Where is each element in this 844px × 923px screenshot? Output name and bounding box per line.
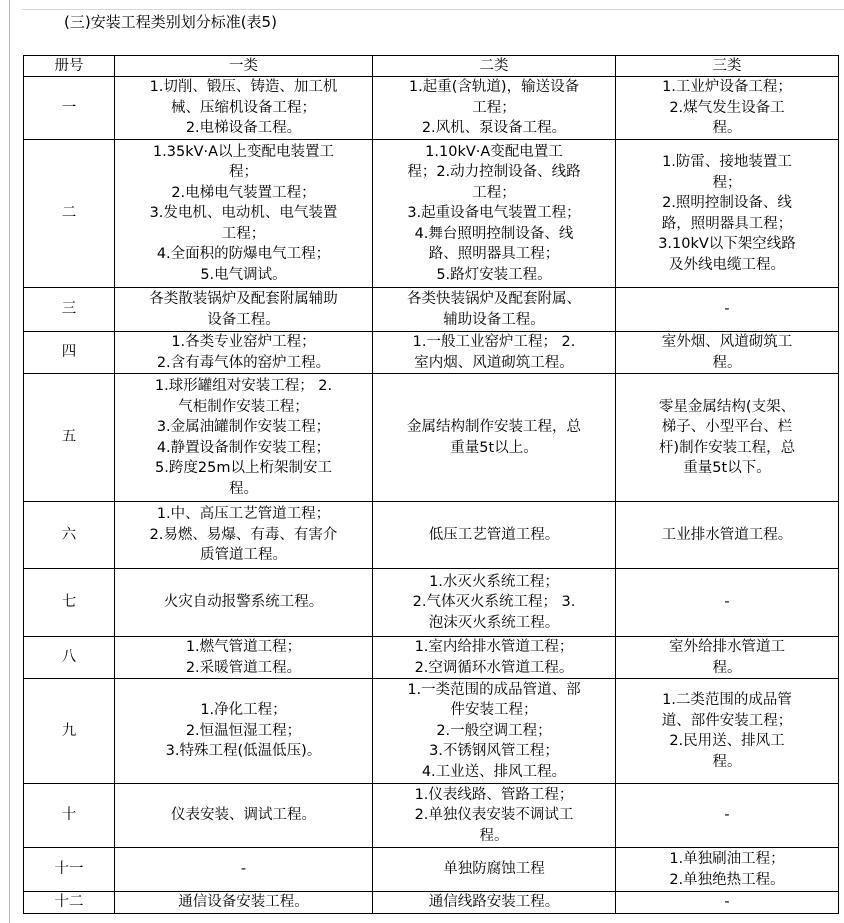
cell-text-line: 1.切削、锻压、铸造、加工机: [149, 79, 338, 96]
cell-text-line: 1.二类范围的成品管: [662, 692, 792, 708]
cell-text-line: 1.室内给排水管道工程；: [414, 639, 574, 655]
class-1-cell: [115, 77, 373, 140]
cell-text-line: 2.单独绝热工程。: [669, 871, 785, 888]
table-row: [24, 784, 839, 848]
cell-text-line: 室内烟、风道砌筑工程。: [414, 354, 574, 371]
header-volume-no: 册号: [24, 56, 115, 77]
class-3-cell: [616, 848, 839, 892]
cell-text-line: 2.恒温恒湿工程；: [185, 722, 302, 739]
cell-text-line: 4.全面积的防爆电气工程；: [156, 246, 331, 263]
class-3-cell: [616, 784, 839, 848]
class-1-cell: [115, 288, 373, 332]
volume-number-cell: 八: [24, 637, 115, 679]
cell-text-line: 室外给排水管道工: [669, 639, 785, 655]
cell-text-line: 通信线路安装工程。: [428, 894, 560, 910]
volume-number-cell: 十一: [24, 848, 115, 892]
class-2-cell: [373, 892, 616, 914]
cell-text-line: 重量5t以下。: [683, 460, 771, 476]
class-3-cell: [616, 679, 839, 784]
header-class-3: 三类: [616, 56, 839, 77]
cell-text-line: 2.电梯设备工程。: [185, 120, 302, 137]
cell-text-line: 工业排水管道工程。: [661, 526, 793, 543]
cell-text-line: -: [724, 301, 730, 318]
table-row: [24, 502, 839, 569]
cell-text-line: 程；: [229, 164, 258, 181]
cell-text-line: 1.一类范围的成品管道、部: [407, 681, 581, 698]
table-caption: (三)安装工程类别划分标准(表5): [64, 13, 277, 31]
table-row: [24, 892, 839, 914]
cell-text-line: 室外烟、风道砌筑工: [661, 334, 793, 350]
class-2-cell: [373, 569, 616, 637]
cell-text-line: 程。: [712, 354, 742, 371]
cell-text-line: 1.工业炉设备工程；: [662, 79, 792, 96]
cell-text-line: 1.各类专业窑炉工程；: [171, 334, 316, 350]
class-1-cell: [115, 892, 373, 914]
cell-text-line: 1.10kV·A变配电置工: [425, 143, 563, 160]
cell-text-line: 3.金属油罐制作安装工程；: [156, 419, 331, 435]
table-row: [24, 140, 839, 288]
cell-text-line: 1.水灭火系统工程；: [429, 573, 559, 590]
header-class-2: 二类: [373, 56, 616, 77]
class-2-cell: [373, 679, 616, 784]
class-1-cell: [115, 784, 373, 848]
class-2-cell: [373, 77, 616, 140]
class-1-cell: [115, 374, 373, 502]
cell-text-line: 2.含有毒气体的窑炉工程。: [156, 354, 331, 371]
cell-text-line: 2.风机、泵设备工程。: [421, 120, 567, 137]
volume-number-cell: 一: [24, 77, 115, 140]
cell-text-line: -: [240, 861, 247, 878]
cell-text-line: 各类散装锅炉及配套附属辅助: [149, 291, 338, 307]
cell-text-line: 3.10kV以下架空线路: [658, 236, 796, 252]
table-row: [24, 848, 839, 892]
cell-text-line: 火灾自动报警系统工程。: [163, 594, 324, 611]
cell-text-line: 1.净化工程；: [200, 702, 287, 719]
cell-text-line: 2.单独仪表安装不调试工: [414, 807, 574, 824]
class-3-cell: [616, 332, 839, 374]
volume-number-cell: 七: [24, 569, 115, 637]
cell-text-line: 程。: [712, 753, 742, 770]
cell-text-line: 工程；: [472, 184, 516, 201]
cell-text-line: 5.电气调试。: [200, 266, 287, 283]
class-2-cell: [373, 637, 616, 679]
cell-text-line: 路，照明器具工程；: [661, 215, 793, 232]
volume-number-cell: 十二: [24, 892, 115, 914]
cell-text-line: 1.中、高压工艺管道工程；: [156, 506, 331, 523]
cell-text-line: 1.球形罐组对安装工程； 2.: [154, 378, 333, 394]
class-3-cell: [616, 637, 839, 679]
class-2-cell: [373, 288, 616, 332]
cell-text-line: 1.单独刷油工程；: [669, 851, 785, 867]
cell-text-line: 零星金属结构(支架、: [658, 398, 796, 415]
class-2-cell: [373, 374, 616, 502]
cell-text-line: 械、压缩机设备工程；: [171, 99, 316, 116]
cell-text-line: -: [724, 594, 730, 611]
cell-text-line: -: [724, 894, 730, 910]
table-row: [24, 569, 839, 637]
class-2-cell: [373, 502, 616, 569]
cell-text-line: 4.工业送、排风工程。: [421, 763, 567, 780]
table-row: [24, 374, 839, 502]
cell-text-line: 2.空调循环水管道工程。: [414, 659, 574, 676]
volume-number-cell: 二: [24, 140, 115, 288]
cell-text-line: 1.防雷、接地装置工: [662, 154, 792, 170]
cell-text-line: 辅助设备工程。: [443, 311, 545, 328]
class-3-cell: [616, 892, 839, 914]
cell-text-line: 程。: [712, 120, 742, 137]
class-1-cell: [115, 502, 373, 569]
cell-text-line: 5.跨度25m以上桁架制安工: [155, 460, 332, 476]
cell-text-line: 2.民用送、排风工: [669, 733, 785, 749]
class-3-cell: [616, 502, 839, 569]
volume-number-cell: 五: [24, 374, 115, 502]
class-3-cell: [616, 140, 839, 288]
cell-text-line: 5.路灯安装工程。: [436, 266, 552, 283]
cell-text-line: 1.起重(含轨道)，输送设备: [408, 79, 580, 96]
table-row: [24, 77, 839, 140]
table-row: [24, 332, 839, 374]
cell-text-line: 仪表安装、调试工程。: [171, 807, 316, 824]
cell-text-line: 2.一般空调工程；: [436, 722, 552, 739]
class-3-cell: [616, 374, 839, 502]
cell-text-line: 2.照明控制设备、线: [662, 195, 792, 211]
cell-text-line: 2.煤气发生设备工: [669, 99, 785, 116]
cell-text-line: 3.发电机、电动机、电气装置: [149, 205, 338, 222]
cell-text-line: 单独防腐蚀工程: [443, 861, 545, 878]
cell-text-line: 件安装工程；: [450, 702, 538, 719]
table-row: [24, 637, 839, 679]
class-1-cell: [115, 569, 373, 637]
classification-table: [23, 55, 839, 914]
cell-text-line: 程。: [479, 827, 509, 844]
cell-text-line: 路、照明器具工程；: [428, 246, 560, 263]
class-3-cell: [616, 288, 839, 332]
cell-text-line: 4.舞台照明控制设备、线: [414, 225, 574, 242]
cell-text-line: 杆)制作安装工程，总: [658, 439, 796, 456]
cell-text-line: 工程；: [472, 99, 516, 116]
cell-text-line: 梯子、小型平台、栏: [661, 419, 793, 435]
cell-text-line: 1.一般工业窑炉工程； 2.: [412, 334, 576, 350]
class-2-cell: [373, 848, 616, 892]
class-1-cell: [115, 332, 373, 374]
table-row: [24, 679, 839, 784]
page-margin-rule: [9, 0, 10, 923]
cell-text-line: 3.不锈钢风管工程；: [429, 743, 559, 760]
cell-text-line: 2.电梯电气装置工程；: [171, 184, 316, 201]
cell-text-line: 各类快装锅炉及配套附属、: [407, 291, 581, 307]
cell-text-line: 2.采暖管道工程。: [185, 659, 302, 676]
volume-number-cell: 六: [24, 502, 115, 569]
cell-text-line: 道、部件安装工程；: [661, 712, 793, 729]
class-1-cell: [115, 637, 373, 679]
class-3-cell: [616, 569, 839, 637]
cell-text-line: 程。: [229, 480, 258, 497]
table-header-row: [24, 56, 839, 77]
header-class-1: 一类: [115, 56, 373, 77]
cell-text-line: 气柜制作安装工程；: [178, 398, 309, 415]
cell-text-line: 1.燃气管道工程；: [185, 639, 302, 655]
cell-text-line: 及外线电缆工程。: [669, 256, 785, 273]
class-3-cell: [616, 77, 839, 140]
cell-text-line: 1.仪表线路、管路工程；: [414, 786, 574, 803]
cell-text-line: 质管道工程。: [200, 547, 287, 564]
volume-number-cell: 九: [24, 679, 115, 784]
class-1-cell: [115, 679, 373, 784]
class-2-cell: [373, 784, 616, 848]
volume-number-cell: 三: [24, 288, 115, 332]
cell-text-line: 2.气体灭火系统工程； 3.: [412, 594, 576, 611]
class-2-cell: [373, 140, 616, 288]
volume-number-cell: 十: [24, 784, 115, 848]
cell-text-line: 3.特殊工程(低温低压)。: [165, 743, 322, 760]
class-1-cell: [115, 140, 373, 288]
page-top-rule: [22, 9, 844, 10]
cell-text-line: -: [724, 807, 730, 824]
class-2-cell: [373, 332, 616, 374]
cell-text-line: 金属结构制作安装工程，总: [407, 419, 581, 435]
cell-text-line: 程；2.动力控制设备、线路: [407, 164, 581, 181]
cell-text-line: 通信设备安装工程。: [178, 894, 309, 910]
cell-text-line: 4.静置设备制作安装工程；: [156, 439, 331, 456]
cell-text-line: 低压工艺管道工程。: [428, 526, 560, 543]
cell-text-line: 重量5t以上。: [450, 439, 538, 456]
volume-number-cell: 四: [24, 332, 115, 374]
cell-text-line: 程；: [712, 174, 742, 191]
cell-text-line: 1.35kV·A以上变配电装置工: [152, 143, 335, 160]
cell-text-line: 设备工程。: [207, 311, 280, 328]
cell-text-line: 程。: [712, 659, 742, 676]
cell-text-line: 工程；: [221, 225, 266, 242]
cell-text-line: 3.起重设备电气装置工程；: [407, 205, 581, 222]
cell-text-line: 泡沫灭火系统工程。: [428, 614, 560, 631]
table-row: [24, 288, 839, 332]
cell-text-line: 2.易燃、易爆、有毒、有害介: [149, 526, 338, 543]
class-1-cell: [115, 848, 373, 892]
